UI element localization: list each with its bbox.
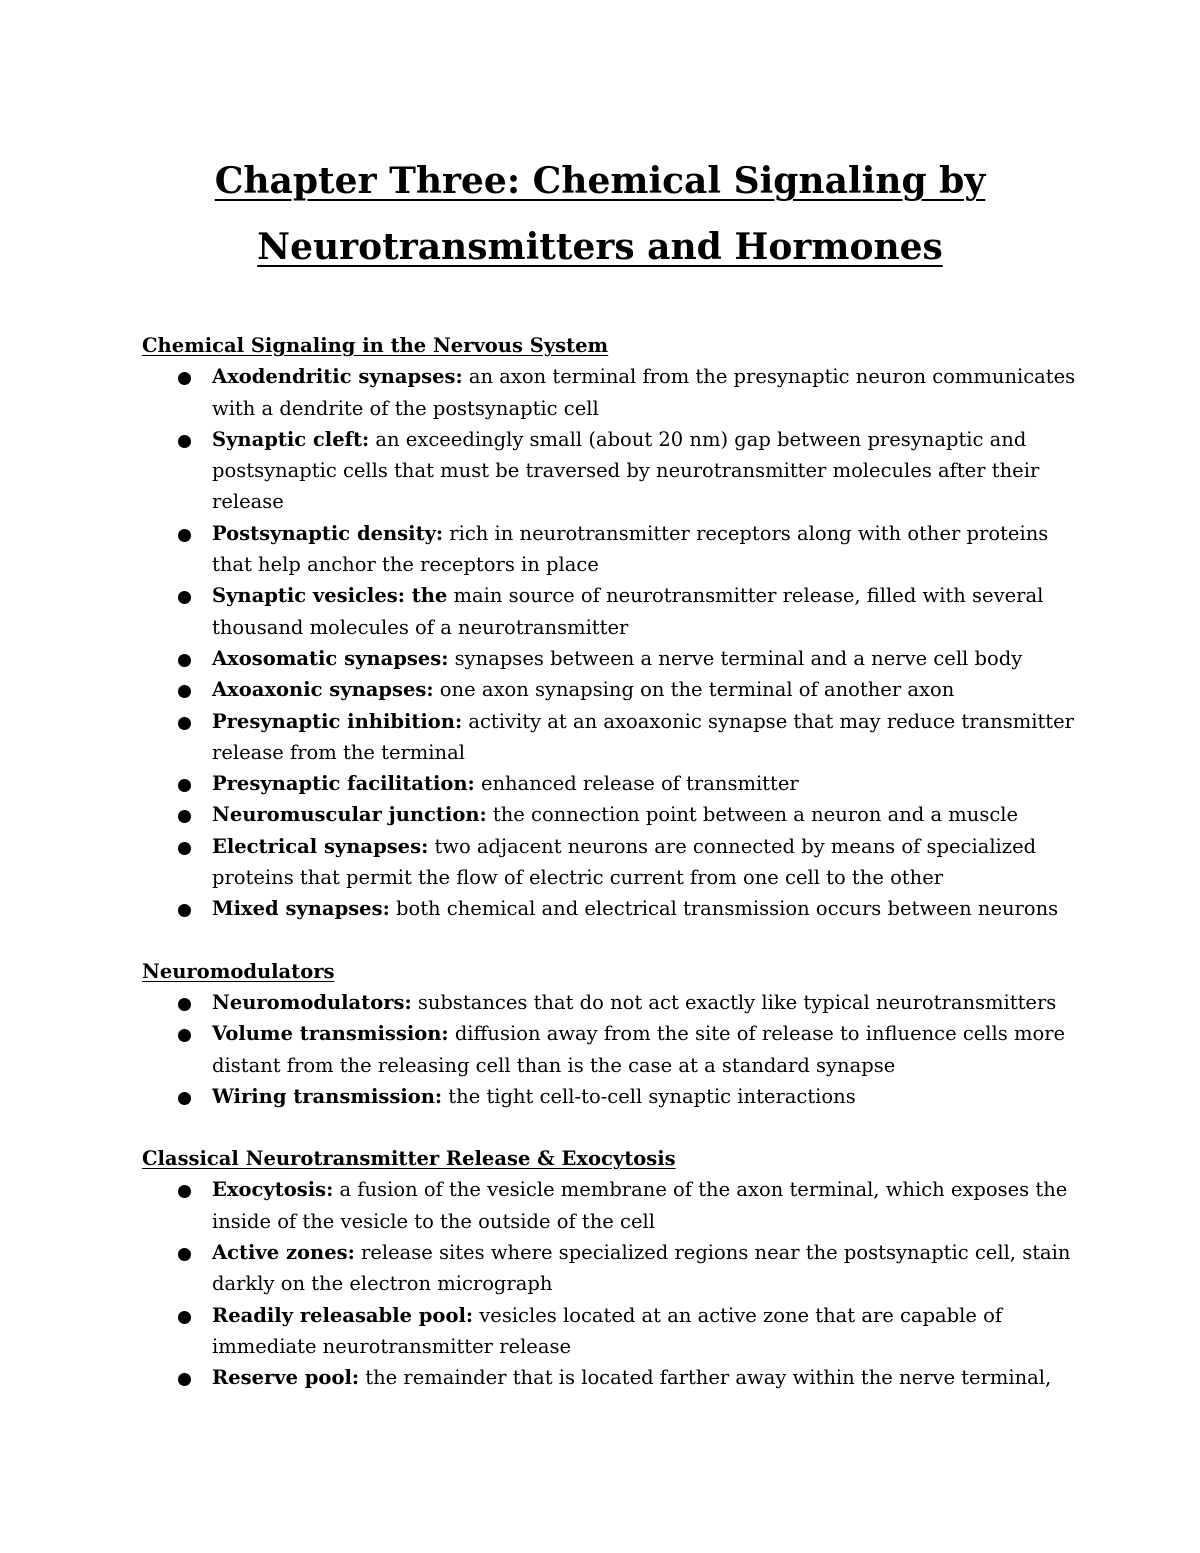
- term-label: Axodendritic synapses:: [212, 365, 463, 389]
- list-item: [212, 1300, 1082, 1363]
- term-definition: the connection point between a neuron and a muscle: [486, 803, 1019, 827]
- term-definition: activity at an axoaxonic synapse that may reduce transmitter release from the terminal: [212, 709, 1074, 764]
- bullet-icon: [178, 529, 191, 542]
- term-definition: the tight cell-to-cell synaptic interactions: [442, 1084, 856, 1108]
- list-item: [212, 768, 1082, 799]
- bullet-icon: [178, 1029, 191, 1042]
- bullet-icon: [178, 654, 191, 667]
- section-chemical-signaling: [142, 330, 1082, 925]
- list-item: [212, 643, 1082, 674]
- list-item: [212, 1081, 1082, 1112]
- section-heading: Neuromodulators: [142, 959, 335, 983]
- list-item: [212, 706, 1082, 769]
- term-definition: a fusion of the vesicle membrane of the axon terminal, which exposes the inside of the vesicle to the outside of the cell: [212, 1178, 1068, 1233]
- term-label: Axosomatic synapses:: [212, 646, 449, 670]
- term-label: Postsynaptic density:: [212, 521, 444, 545]
- list-item: [212, 580, 1082, 643]
- term-definition: two adjacent neurons are connected by means of specialized proteins that permit the flow of electric current from one cell to the other: [212, 834, 1037, 890]
- bullet-icon: [178, 842, 191, 855]
- term-label: Axoaxonic synapses:: [212, 678, 434, 702]
- term-label: Presynaptic facilitation:: [212, 772, 475, 796]
- bullet-icon: [178, 1373, 191, 1386]
- section-neuromodulators: [142, 956, 1082, 1112]
- list-item: [212, 674, 1082, 705]
- bullet-icon: [178, 1185, 191, 1198]
- term-definition: an exceedingly small (about 20 nm) gap between presynaptic and postsynaptic cells that must be traversed by neurotransmitter molecules after their release: [212, 427, 1040, 514]
- term-definition: substances that do not act exactly like typical neurotransmitters: [411, 990, 1057, 1014]
- page-title: [0, 148, 1200, 280]
- bullet-icon: [178, 810, 191, 823]
- bullet-icon: [178, 1092, 191, 1105]
- term-label: Active zones:: [212, 1241, 355, 1265]
- term-definition: main source of neurotransmitter release, filled with several thousand molecules of a neurotransmitter: [212, 584, 1044, 639]
- term-definition: the remainder that is located farther away within the nerve terminal,: [359, 1366, 1052, 1390]
- term-label: Neuromodulators:: [212, 990, 412, 1014]
- bullet-icon: [178, 1311, 191, 1324]
- term-label: Wiring transmission:: [212, 1084, 443, 1108]
- bullet-icon: [178, 435, 191, 448]
- term-label: Synaptic vesicles: the: [212, 584, 448, 608]
- term-label: Synaptic cleft:: [212, 427, 370, 451]
- section-heading: Chemical Signaling in the Nervous System: [142, 334, 609, 357]
- term-definition: synapses between a nerve terminal and a nerve cell body: [448, 646, 1023, 670]
- bullet-icon: [178, 372, 191, 385]
- term-list: [142, 1174, 1082, 1393]
- page-title-line-2: Neurotransmitters and Hormones: [257, 226, 943, 268]
- list-item: [212, 518, 1082, 581]
- term-definition: rich in neurotransmitter receptors along with other proteins that help anchor the receptors in place: [212, 521, 1049, 577]
- term-list: [142, 361, 1082, 924]
- list-item: [212, 1237, 1082, 1300]
- section-heading: Classical Neurotransmitter Release & Exocytosis: [142, 1147, 676, 1171]
- term-label: Electrical synapses:: [212, 834, 429, 858]
- term-label: Presynaptic inhibition:: [212, 709, 463, 733]
- term-definition: one axon synapsing on the terminal of another axon: [433, 678, 955, 702]
- list-item: [212, 361, 1082, 424]
- section-exocytosis: [142, 1143, 1082, 1393]
- bullet-icon: [178, 717, 191, 730]
- list-item: [212, 987, 1082, 1018]
- bullet-icon: [178, 591, 191, 604]
- list-item: [212, 831, 1082, 894]
- notes-content: [142, 330, 1082, 1394]
- bullet-icon: [178, 904, 191, 917]
- bullet-icon: [178, 998, 191, 1011]
- page-title-line-1: Chapter Three: Chemical Signaling by: [214, 160, 986, 202]
- bullet-icon: [178, 1248, 191, 1261]
- bullet-icon: [178, 685, 191, 698]
- list-item: [212, 893, 1082, 924]
- list-item: [212, 1174, 1082, 1237]
- term-label: Volume transmission:: [212, 1022, 449, 1046]
- term-definition: vesicles located at an active zone that are capable of immediate neurotransmitter release: [212, 1303, 1003, 1358]
- list-item: [212, 1362, 1082, 1393]
- list-item: [212, 1018, 1082, 1081]
- list-item: [212, 799, 1082, 830]
- term-label: Neuromuscular junction:: [212, 803, 487, 827]
- term-definition: both chemical and electrical transmission occurs between neurons: [389, 897, 1059, 921]
- term-definition: an axon terminal from the presynaptic neuron communicates with a dendrite of the postsynaptic cell: [212, 365, 1076, 420]
- bullet-icon: [178, 779, 191, 792]
- term-label: Mixed synapses:: [212, 897, 390, 921]
- term-label: Exocytosis:: [212, 1178, 334, 1202]
- list-item: [212, 424, 1082, 518]
- term-list: [142, 987, 1082, 1112]
- term-definition: diffusion away from the site of release to influence cells more distant from the releasing cell than is the case at a standard synapse: [212, 1022, 1066, 1077]
- term-label: Readily releasable pool:: [212, 1303, 474, 1327]
- term-label: Reserve pool:: [212, 1366, 360, 1390]
- term-definition: release sites where specialized regions near the postsynaptic cell, stain darkly on the electron micrograph: [212, 1241, 1071, 1296]
- term-definition: enhanced release of transmitter: [474, 772, 799, 796]
